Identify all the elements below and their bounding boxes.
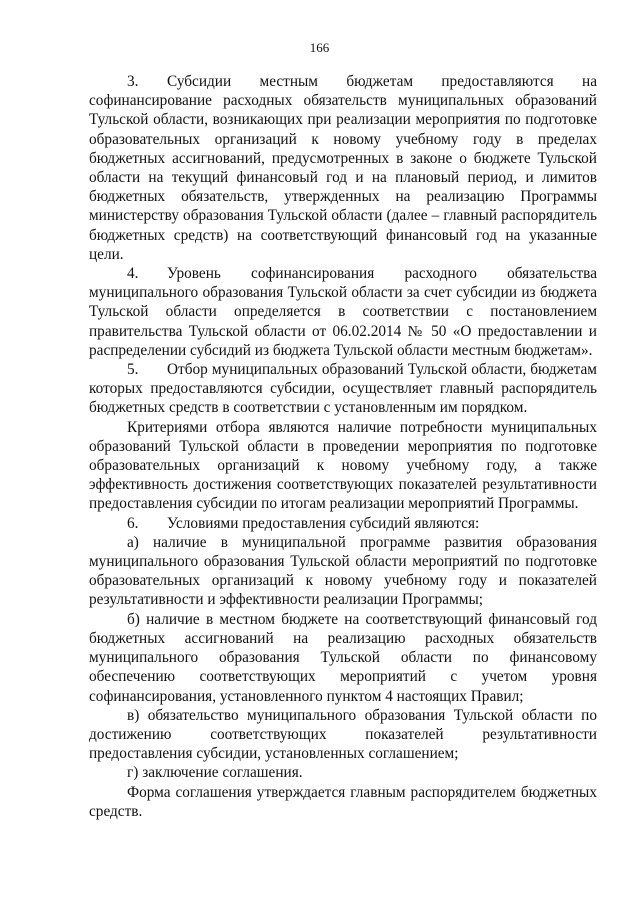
condition-b	[89, 610, 597, 706]
paragraph-number: 4.	[127, 265, 139, 283]
paragraph-6	[89, 514, 597, 533]
paragraph-text: Условиями предоставления субсидий являются:	[167, 514, 480, 532]
condition-v	[89, 706, 597, 764]
paragraph-criteria	[89, 418, 597, 514]
condition-a	[89, 533, 597, 610]
paragraph-agreement-form	[89, 783, 597, 821]
document-body	[89, 72, 597, 821]
paragraph-text: г) заключение соглашения.	[127, 764, 303, 782]
paragraph-number: 6.	[127, 514, 139, 532]
paragraph-text: б) наличие в местном бюджете на соответствующий финансовый год бюджетных ассигнований на реализацию расходных обязательств муниципального образования Тульской области по финансовому обеспечению соответствующих мероприятий с учетом уровня софинансирования, установленного пунктом 4 настоящих Правил;	[89, 610, 597, 705]
paragraph-text: а) наличие в муниципальной программе развития образования муниципального образования Тульской области мероприятий по подготовке образовательных организаций к новому учебному году и показателей результативности и эффективности реализации Программы;	[89, 533, 597, 609]
paragraph-5	[89, 360, 597, 418]
paragraph-number: 5.	[127, 361, 139, 379]
paragraph-text: в) обязательство муниципального образования Тульской области по достижению соответствующих показателей результативности предоставления субсидии, установленных соглашением;	[89, 706, 597, 763]
condition-g	[89, 763, 597, 782]
paragraph-text: Критериями отбора являются наличие потребности муниципальных образований Тульской области в проведении мероприятия по подготовке образовательных организаций к новому учебному году, а также эффективность достижения соответствующих показателей результативности предоставления субсидии по итогам реализации мероприятий Программы.	[89, 418, 597, 513]
paragraph-text: Уровень софинансирования расходного обязательства муниципального образования Тульской области за счет субсидии из бюджета Тульской области определяется в соответствии с постановлением правительства Тульской области от 06.02.2014 № 50 «О предоставлении и распределении субсидий из бюджета Тульской области местным бюджетам».	[89, 265, 597, 359]
paragraph-number: 3.	[127, 73, 139, 90]
paragraph-text: Субсидии местным бюджетам предоставляются на софинансирование расходных обязательств муниципальных образований Тульской области, возникающих при реализации мероприятия по подготовке образовательных организаций к новому учебному году в пределах бюджетных ассигнований, предусмотренных в законе о бюджете Тульской области на текущий финансовый год и на плановый период, и лимитов бюджетных обязательств, утвержденных на реализацию Программы министерству образования Тульской области (далее – главный распорядитель бюджетных средств) на соответствующий финансовый год на указанные цели.	[89, 73, 597, 263]
paragraph-text: Отбор муниципальных образований Тульской области, бюджетам которых предоставляются субсидии, осуществляет главный распорядитель бюджетных средств в соответствии с установленным им порядком.	[89, 361, 597, 417]
paragraph-4	[89, 264, 597, 360]
paragraph-3	[89, 72, 597, 264]
page-number: 166	[309, 40, 330, 55]
paragraph-text: Форма соглашения утверждается главным распорядителем бюджетных средств.	[89, 783, 597, 820]
